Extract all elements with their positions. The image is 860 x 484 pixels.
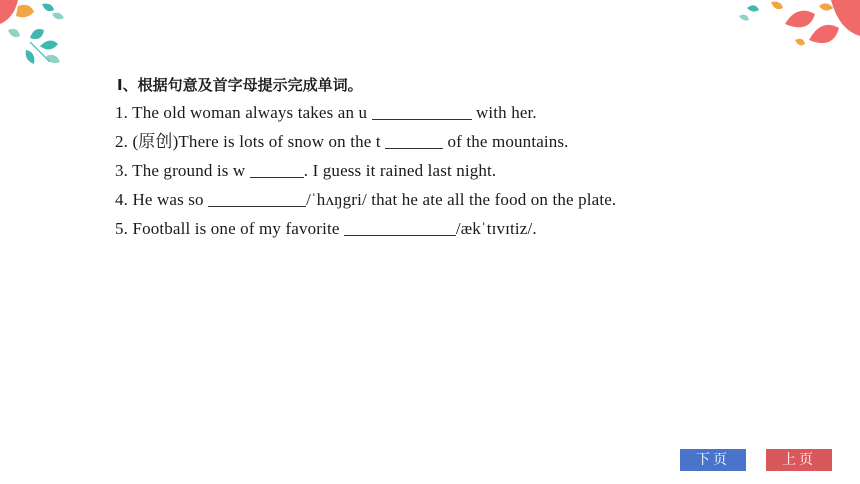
answer-blank[interactable] xyxy=(385,132,443,149)
question-5 xyxy=(115,214,815,243)
leaf-decoration-right-icon xyxy=(735,0,860,52)
question-text-after: /ækˈtɪvɪtiz/. xyxy=(455,219,537,238)
question-text-after: . I guess it rained last night. xyxy=(303,161,497,180)
question-number: 1. xyxy=(115,103,129,122)
question-number: 2. xyxy=(115,132,129,151)
question-2 xyxy=(115,127,815,156)
question-4 xyxy=(115,185,815,214)
next-page-button[interactable]: 下页 xyxy=(680,449,746,471)
leaf-decoration-left-icon xyxy=(0,0,80,70)
question-text-before: Football is one of my favorite xyxy=(132,219,344,238)
question-text-before: He was so xyxy=(132,190,209,209)
answer-blank[interactable] xyxy=(372,103,472,120)
exercise-section xyxy=(115,72,815,243)
answer-blank[interactable] xyxy=(344,219,456,236)
question-number: 4. xyxy=(115,190,129,209)
question-text-after: with her. xyxy=(471,103,537,122)
question-3 xyxy=(115,156,815,185)
question-number: 3. xyxy=(115,161,129,180)
exercise-heading: Ⅰ、根据句意及首字母提示完成单词。 xyxy=(117,76,363,94)
answer-blank[interactable] xyxy=(208,190,306,207)
question-text-before: The old woman always takes an u xyxy=(132,103,372,122)
question-text-before: (原创)There is lots of snow on the t xyxy=(132,132,386,151)
answer-blank[interactable] xyxy=(250,161,304,178)
question-number: 5. xyxy=(115,219,129,238)
question-text-after: of the mountains. xyxy=(443,132,569,151)
question-text-before: The ground is w xyxy=(132,161,250,180)
previous-page-button[interactable]: 上页 xyxy=(766,449,832,471)
question-text-after: /ˈhʌŋgri/ that he ate all the food on the plate. xyxy=(306,190,617,209)
question-1 xyxy=(115,98,815,127)
